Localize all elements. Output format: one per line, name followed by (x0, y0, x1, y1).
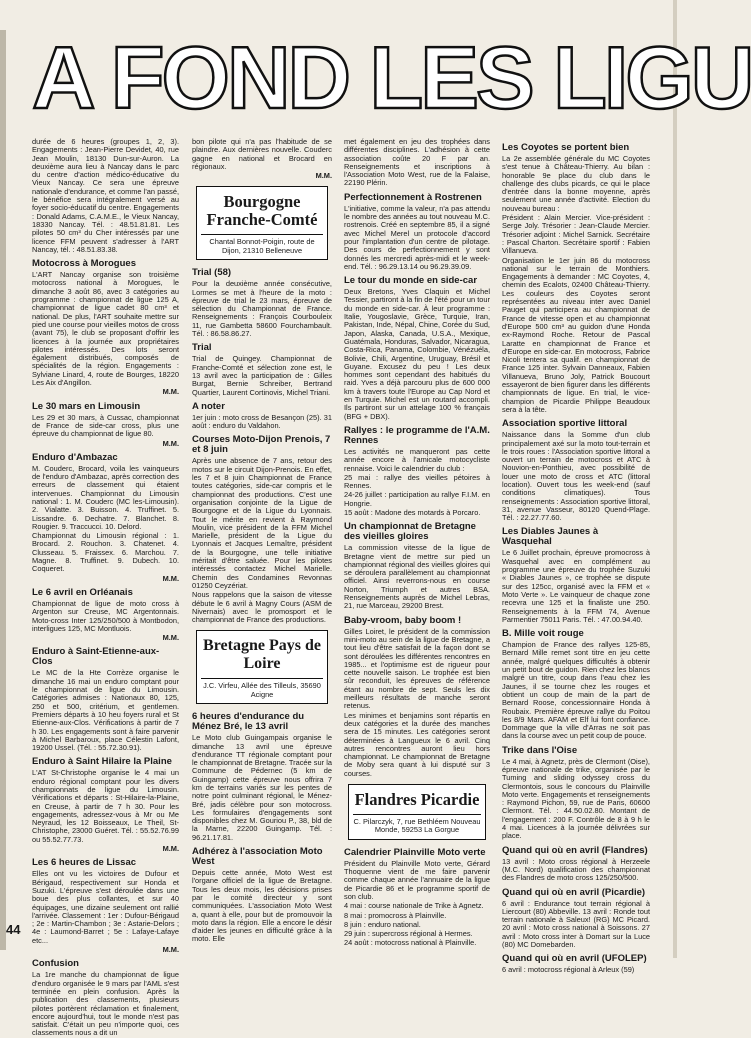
body-paragraph: Après une absence de 7 ans, retour des motos sur le circuit Dijon-Prenois. En effet, les 7 et 8 juin Championnat de France toutes catégories, side-car compris et le championnat des productions. C'est une organisation conjointe de la Ligue de Bourgogne et de la Ligue du Lyonnais. Tout le mérite en revient à Raymond Moulin, vice président de la FFM Michel Marielle, président de la Ligue du Lyonnais et Jacques Lemaître, président de la Bourgogne, une telle initiative méritait d'être saluée. Pour les pilotes intéressés contactez Michel Marielle. Chemin des Condamines Revonnas 01250 Ceyzériat. (192, 456, 332, 590)
section-heading: A noter (192, 400, 225, 412)
body-paragraph: L'ART Nancay organise son troisième motocross national à Morogues, le dimanche 3 août 86, avec 3 catégories au programme : championnat de ligue 125 A, championnat de ligue cadet 80 cm³ et national. De plus, l'ART souhaite mettre sur pied une course pour vieilles motos de cross (avant 75), le club se proposant d'offrir les licences à la journée aux propriétaires pilotes intéressés. Des lots seront également distribués, composés de spécialités de la région. Engagements : Sylviane Linard, 4, route de Bourges, 18220 Les Aix d'Angillon. (32, 270, 179, 388)
body-paragraph: Depuis cette année, Moto West est l'organe officiel de la ligue de Bretagne. Tous les deux mois, les décisions prises par le comité directeur y sont communiquées. L'association Moto West a, quant à elle, pour but de promouvoir la moto dans la région. Elle a encore le désir d'aider les jeunes en difficulté grâce à la moto. Elle (192, 868, 332, 944)
section-heading: Quand qui où en avril (Flandres) (502, 844, 648, 856)
body-paragraph: 25 mai : rallye des vieilles pétoires à Rennes. (344, 472, 490, 491)
section-heading: Courses Moto-Dijon Prenois, 7 et 8 juin (192, 434, 331, 456)
body-paragraph: Président : Alain Mercier. Vice-président : Serge Joly. Trésorier : Jean-Claude Mercier. Trésorier adjoint : Michel Sarnick. Secrétaire : Pascal Charton. Secrétaire sportif : Fabien Villanueva. (502, 213, 650, 256)
author-signature: M.M. (162, 438, 179, 448)
body-paragraph: Organisation le 1er juin 86 du motocross national sur le terrain de Monthiers. Engagements à demander : MC Coyotes, 4, chemin des Ecalots, 02400 Château-Thierry. Les couleurs des Coyotes seront représentées au niveau inter avec Daniel Pauget qui participera au championnat de France de vitesse open et au championnat d'Europe 500 cm³ au guidon d'une Honda ex-Raymond Roche. Retour de Pascal Laratte en championnat de France et d'Europe en side-car. En motocross, Fabrice Nicoli tentera sa qualif. en championnat de France 125 inter. Sylvain Danneaux, Fabien Villanueva, Bruno Joly, Patrick Boucourt essayeront de bien figurer dans les différents championnats de ligue. En trial, le vice-champion de Picardie Philippe Beaudoux sera à la tête. (502, 255, 650, 414)
body-paragraph: Président du Plainville Moto verte, Gérard Thoquenne vient de me faire parvenir comme chaque année l'annuaire de la ligue de Picardie 86 et le programme sportif de son club. (344, 858, 490, 901)
section-heading: Trial (192, 342, 212, 354)
section-heading: Le 6 avril en Orléanais (32, 586, 133, 598)
league-box-flandres (348, 784, 486, 840)
body-paragraph: Les activités ne manqueront pas cette année encore à l'amicale motocycliste rennaise. Voici le calendrier du club : (344, 446, 490, 473)
league-box-bretagne (196, 630, 328, 704)
body-paragraph: Deux Bretons, Yves Claquin et Michel Tessier, partiront à la fin de l'été pour un tour du monde en side-car. À leur programme : Italie, Yougoslavie, Grèce, Turquie, Iran, Pakistan, Inde, Népal, Chine, Corée du Sud, Japon, Alaska, Canada, U.S.A., Mexique, Guatémala, Honduras, Salvador, Nicaragua, Costa-Rica, Panama, Colombie, Vénézuéla, Bolivie, Chili, Argentine, Uruguay, Brésil et Guyane. Excusez du peu ! Les deux hommes sont cependant des habitués du raid. Yves a déjà parcouru plus de 600 000 km à travers toute l'Europe au Cap Nord et en Turquie. Michel est un routard accompli. Ils partiront sur un attelage 100 % français (BFG + DBX). (344, 287, 490, 421)
section-heading: Rallyes : le programme de l'A.M. Rennes (344, 424, 490, 446)
column-1-flow (32, 138, 179, 1038)
section-heading: Motocross à Morogues (32, 258, 136, 270)
section-heading: Quand qui où en avril (UFOLEP) (502, 953, 647, 965)
section-heading: Les Coyotes se portent bien (502, 142, 630, 153)
league-box-bourgogne (196, 186, 328, 260)
page-number: 44 (6, 922, 21, 937)
author-signature: M.M. (162, 573, 179, 583)
section-heading: Perfectionnement à Rostrenen (344, 191, 482, 203)
body-paragraph: Champion de France des rallyes 125-85, Bernard Mille remet sont titre en jeu cette année, malgré quelques difficultés à obtenir un petit bout de guidon. Rien chez les blancs malgré un titre, coup dans l'eau chez les Jaunes, il se tourne chez les rouges et obtient un coup de main de la part de Bernard Roose, concessionnaire Honda à Roubaix. Première épreuve rallye du Poitou les 8/9 Mars. AFAM et Elf lui font confiance. Dommage que la ville d'Arras ne soit pas dans la course avec un petit coup de pouce. (502, 640, 650, 741)
section-heading: Calendrier Plainville Moto verte (344, 846, 486, 858)
league-box-title: Bretagne Pays de Loire (203, 637, 321, 673)
body-paragraph: 24-26 juillet : participation au rallye F.I.M. en Hongrie. (344, 490, 490, 508)
body-paragraph: M. Couderc, Brocard, voila les vainqueurs de l'enduro d'Ambazac, après correction des erreurs de classement qui étaient intervenues. Championnat du Limousin national : 1. M. Couderc (MC les-Limousin). 2. Vialatte. 3. Buisson. 4. Truffinet. 5. Lissandre. 6. Dechatre. 7. Blanchet. 8. Rougier. 9. Traccucci. 10. Delord. (32, 463, 179, 531)
section-heading: Enduro à Saint-Etienne-aux-Clos (32, 646, 160, 668)
column-2 (192, 137, 332, 944)
author-signature: M.M. (315, 171, 332, 181)
section-heading: Confusion (32, 958, 79, 970)
section-heading: Les Diables Jaunes à Wasquehal (502, 526, 599, 548)
column-3 (344, 137, 490, 948)
body-paragraph: 13 avril : Moto cross régional à Herzeele (M.C. Nord) qualification des championnat des Flandres de moto cross 125/250/500. (502, 856, 650, 883)
left-page-edge (0, 30, 6, 950)
body-paragraph: 6 avril : motocross régional à Arleux (59) (502, 965, 635, 975)
body-paragraph: Elles ont vu les victoires de Dufour et Bérigaud, respectivement sur Honda et Suzuki. L'épreuve s'est déroulée dans une boue des plus collantes, et sur 40 équipages, une dizaine seulement ont rallié l'arrivée. Classement : 1er : Dufour-Bérigaud ; 2e : Martin-Chambon ; 3e : Astarie-Delors ; 4e : Laumond-Barret ; 5e : Lafaye-Lafaye etc... (32, 869, 179, 945)
column-1 (32, 137, 179, 1038)
body-paragraph: met également en jeu des trophées dans différentes disciplines. L'adhésion à cette association coûte 20 F par an. Renseignements et inscriptions à l'Association Moto West, rue de la Falaise, 22190 Plérin. (344, 137, 490, 188)
column-3-bottom (344, 848, 490, 948)
section-heading: 6 heures d'endurance du Ménez Bré, le 13 avril (192, 711, 305, 733)
body-paragraph: Gilles Loiret, le président de la commission mini-moto au sein de la ligue de Bretagne, a tout lieu d'être satisfait de la façon dont se sont déroulées les différentes rencontres en 1985... et l'optimisme est de rigueur pour cette nouvelle saison. Le trophée est bien sûr reconduit, les épreuves de référence étant au nombre de sept. Seuls les dix meilleurs résultats de manche seront retenus. (344, 626, 490, 711)
body-paragraph: Pour la deuxième année consécutive, Lormes se met à l'heure de la moto : épreuve de trial le 23 mars, épreuve de sélection du Championnat de France. Renseignements : François Courbouleix 11, rue Gambetta 58600 Fourchambault. Tél. : 86.58.86.27. (192, 279, 332, 339)
league-box-address: C. Pilarczyk, 7, rue Bethléem Nouveau Monde, 59253 La Gorgue (353, 814, 481, 835)
body-paragraph: L'initiative, comme la valeur, n'a pas attendu le nombre des années au tout nouveau M.C. rostrenois. Créé en septembre 85, il a signé avec Michel Merel un protocole d'accord pour l'implantation d'un centre de pilotage. Des cours de perfectionnement y sont donnés les mercredi après-midi et le week-end. Tél. : 96.29.13.14 ou 96.29.39.09. (344, 203, 490, 271)
section-heading: Un championnat de Bretagne des vieilles gloires (344, 521, 476, 543)
section-heading: Enduro d'Ambazac (32, 451, 118, 463)
author-signature: M.M. (162, 945, 179, 955)
body-paragraph: 15 août : Madone des motards à Porcaro. (344, 507, 481, 517)
body-paragraph: La 2e assemblée générale du MC Coyotes s'est tenue à Château-Thierry. Au bilan : honorable 9e place du club dans le challenge des clubs picards, ce qui le place d'entrée dans la bonne moyenne, après seulement une année d'activité. Election du nouveau bureau : (502, 154, 650, 213)
column-2-middle (192, 268, 332, 624)
section-heading: Trial (58) (192, 267, 232, 279)
body-paragraph: Les minimes et benjamins sont répartis en deux catégories et la durée des manches sera de 15 minutes. Les catégories seront déterminées à Langueux le 6 avril. Cinq autres rencontres auront lieu hors championnat. Le championnat de Bretagne de Moby sera quant à lui disputé sur 3 courses. (344, 710, 490, 778)
body-paragraph: 8 mai : promocross à Plainville. (344, 910, 447, 920)
body-paragraph: Nous rappelons que la saison de vitesse débute le 6 avril à Magny Cours (ASM de Nivernais) avec le promosport et le championnat de France des productions. (192, 590, 332, 625)
column-2-top (192, 138, 332, 180)
headline: A FOND LES LIGU (32, 28, 751, 127)
column-4 (502, 138, 650, 975)
section-heading: Association sportive littoral (502, 418, 628, 430)
column-3-top (344, 138, 490, 778)
body-paragraph: Le 6 Juillet prochain, épreuve promocross à Wasquehal avec en complément au programme une épreuve du trophée Suzuki « Diables Jaunes », ce trophée se dispute sur des 125cc, organisé avec la FFM et « Moto Verte ». Le vainqueur de chaque zone recevra une 125 et la finaliste une 250. Renseignements à la FFM 74, Avenue Parmentier 75011 Paris. Tél. : 47.00.94.40. (502, 548, 650, 624)
body-paragraph: Le 4 mai, à Agnetz, près de Clermont (Oise), épreuve nationale de trike, organisée par le Tuming and sliding odyssey cross du Clermontois, sous le concours du Plainville Moto verte. Engagements et renseignements : Raymond Pichon, 59, rue de Paris, 60600 Clermont. Tél. : 44.50.02.80. Montant de l'engagement : 200 F. Contrôle de 8 à 9 h le 4 mai. Licences à la journée délivrées sur place. (502, 756, 650, 841)
body-paragraph: Le MC de la Hte Corrèze organise le dimanche 16 mai un enduro comptant pour le championnat de ligue du Limousin. Catégories admises : Nationaux 80, 125, 250 et 500, critérium, et gentlemen. Premiers départs à 10 heu foyers rural et St Etienne-aux-Clos. Vérifications à partir de 7 h 30. Les engagements sont à faire parvenir à Michel Barbaroux, place Célestin Lafont, 19200 Ussel. (Tél. : 55.72.30.91). (32, 668, 179, 753)
section-heading: Quand qui où en avril (Picardie) (502, 886, 646, 898)
body-paragraph: Championnat du Limousin régional : 1. Brocard. 2. Rouchon. 3. Chatenet. 4. Clusseau. 5. Fraissex. 6. Marchou. 7. Magne. 8. Truffinet. 9. Dubech. 10. Coqueret. (32, 531, 179, 574)
body-paragraph: Naissance dans la Somme d'un club principalement axé sur la moto tout-terrain et le trois roues : l'Association sportive littoral a ouvert un terrain de motocross et ATC à Nouvion-en-Ponthieu, avec possibilité de louer une moto de cross et ATC (littoral location). Ouvert tous les week-end (sauf conditions climatiques). Tous renseignements : Association sportive littoral, 31, avenue Vasseur, 80120 Quend-Plage. Tél. : 22.27.77.60. (502, 430, 650, 523)
league-box-address: J.C. Virfeu, Allée des Tilleuls, 35690 Acigne (201, 678, 323, 699)
body-paragraph: Championnat de ligue de moto cross à Argenton sur Creuse, MC Argentonnais. Moto-cross Inter 125/250/500 à Montbodon, interligues 125, MC Montluois. (32, 598, 179, 633)
body-paragraph: 6 avril : Endurance tout terrain régional à Liercourt (80) Abbeville. 13 avril : Ronde tout terrain nationale à Saleux! (RG) MC Picard. 20 avril : Moto cross national à Soissons. 27 avril : Moto cross inter à Domart sur la Luce (80) MC Domebarden. (502, 898, 650, 950)
league-box-title: Flandres Picardie (354, 790, 480, 809)
section-heading: Le 30 mars en Limousin (32, 400, 141, 412)
author-signature: M.M. (162, 844, 179, 854)
article-columns (32, 137, 677, 1038)
body-paragraph: Le Moto club Guingampais organise le dimanche 13 avril une épreuve d'endurance TT régionale comptant pour le championnat de Bretagne. Tracée sur la Commune de Pédernec (5 km de Guingamp) cette épreuve nous offrira 7 km de terrains variés sur les pentes de notre point culminant régional, le Ménez-Bré, jadis célèbre pour son motocross. Les formulaires d'engagements sont disponibles chez M. Gouriou P., 38, bld de la Marne, 22200 Guingamp. Tél. : 96.21.17.81. (192, 733, 332, 842)
body-paragraph: durée de 6 heures (groupes 1, 2, 3). Engagements : Jean-Pierre Devidet, 40, rue Jean Moulin, 18130 Dun-sur-Auron. La deuxième aura lieu à Nancay dans le parc du centre d'action médico-éducative du Vieux Nancay. Ce sera une épreuve nationale d'endurance, et comme l'an passé, le bénéfice sera intégralement versé au foyer socio-éducatif du centre. Engagements : Donald Adams, C.A.M.E., le Vieux Nancay, 18330 Nancay. Tél. : 48.51.81.81. Les pilotes 50 cm³ du Cher intéressés par une licence FFM peuvent s'adresser à l'ART Nancay, tél. : 48.51.83.38. (32, 137, 179, 254)
section-heading: Trike dans l'Oise (502, 744, 578, 756)
body-paragraph: 4 mai : course nationale de Trike à Agnetz. (344, 901, 484, 911)
section-heading: Le tour du monde en side-car (344, 275, 478, 287)
author-signature: M.M. (162, 633, 179, 643)
league-box-address: Chantal Bonnot-Poigin, route de Dijon, 21310 Belleneuve (201, 234, 323, 255)
body-paragraph: 8 juin : enduro national. (344, 919, 421, 929)
body-paragraph: La 1re manche du championnat de ligue d'enduro organisée le 9 mars par l'AML s'est terminée en plein confusion. Après la publication des classements, plusieurs pilotes portèrent réclamation et finalement, encore aujourd'hui, tout le monde n'est pas satisfait. C'était un peu n'importe quoi, ces classements nous a dit un (32, 970, 179, 1038)
author-signature: M.M. (162, 387, 179, 397)
column-4-flow (502, 143, 650, 975)
section-heading: B. Mille voit rouge (502, 628, 584, 640)
body-paragraph: 1er juin : moto cross de Besançon (25). 31 août : enduro du Valdahon. (192, 412, 332, 431)
section-heading: Baby-vroom, baby boom ! (344, 614, 462, 626)
body-paragraph: L'AT St-Christophe organise le 4 mai un enduro régional comptant pour les divers championnats de ligue du Limousin. Vérifications et départs : St-Hilaire-la-Plaine, en Creuse, à partir de 7 h 30. Pour les engagements, adressez-vous à Mr ou Me Neyraud, les 12 Boisseaux, Le Theil, St-Christophe, 23000 Guéret. Tél. : 55.52.76.99 ou 55.52.77.73. (32, 768, 179, 844)
body-paragraph: 29 juin : supercross régional à Hermes. (344, 929, 473, 939)
body-paragraph: La commission vitesse de la ligue de Bretagne vient de mettre sur pied un championnat régional des vieilles gloires qui se déroulera parallèlement au championnat officiel. Ainsi reverrons-nous en course Norton, Triumph et autres BSA. Renseignements auprès de Michel Lebras, 21, rue Marceau, 29200 Brest. (344, 543, 490, 611)
section-heading: Enduro à Saint Hilaire la Plaine (32, 756, 172, 768)
body-paragraph: Trial de Quingey. Championnat de Franche-Comté et sélection zone est, le 13 avril avec la participation de : Gilles Burgat, Bernie Schreiber, Bertrand Quartier, Laurent Cortinovis, Michel Triani. (192, 354, 332, 397)
column-2-bottom (192, 712, 332, 944)
league-box-title: Bourgogne Franche-Comté (206, 192, 318, 230)
body-paragraph: 24 août : motocross national à Plainville. (344, 938, 477, 948)
body-paragraph: Les 29 et 30 mars, à Cussac, championnat de France de side-car cross, plus une épreuve du championnat de ligue 80. (32, 412, 179, 439)
body-paragraph: bon pilote qui n'a pas l'habitude de se plaindre. Aux dernières nouvelle. Couderc gagne en national et Brocard en régionaux. (192, 137, 332, 171)
section-heading: Adhérez à l'association Moto West (192, 846, 323, 868)
section-heading: Les 6 heures de Lissac (32, 857, 137, 869)
